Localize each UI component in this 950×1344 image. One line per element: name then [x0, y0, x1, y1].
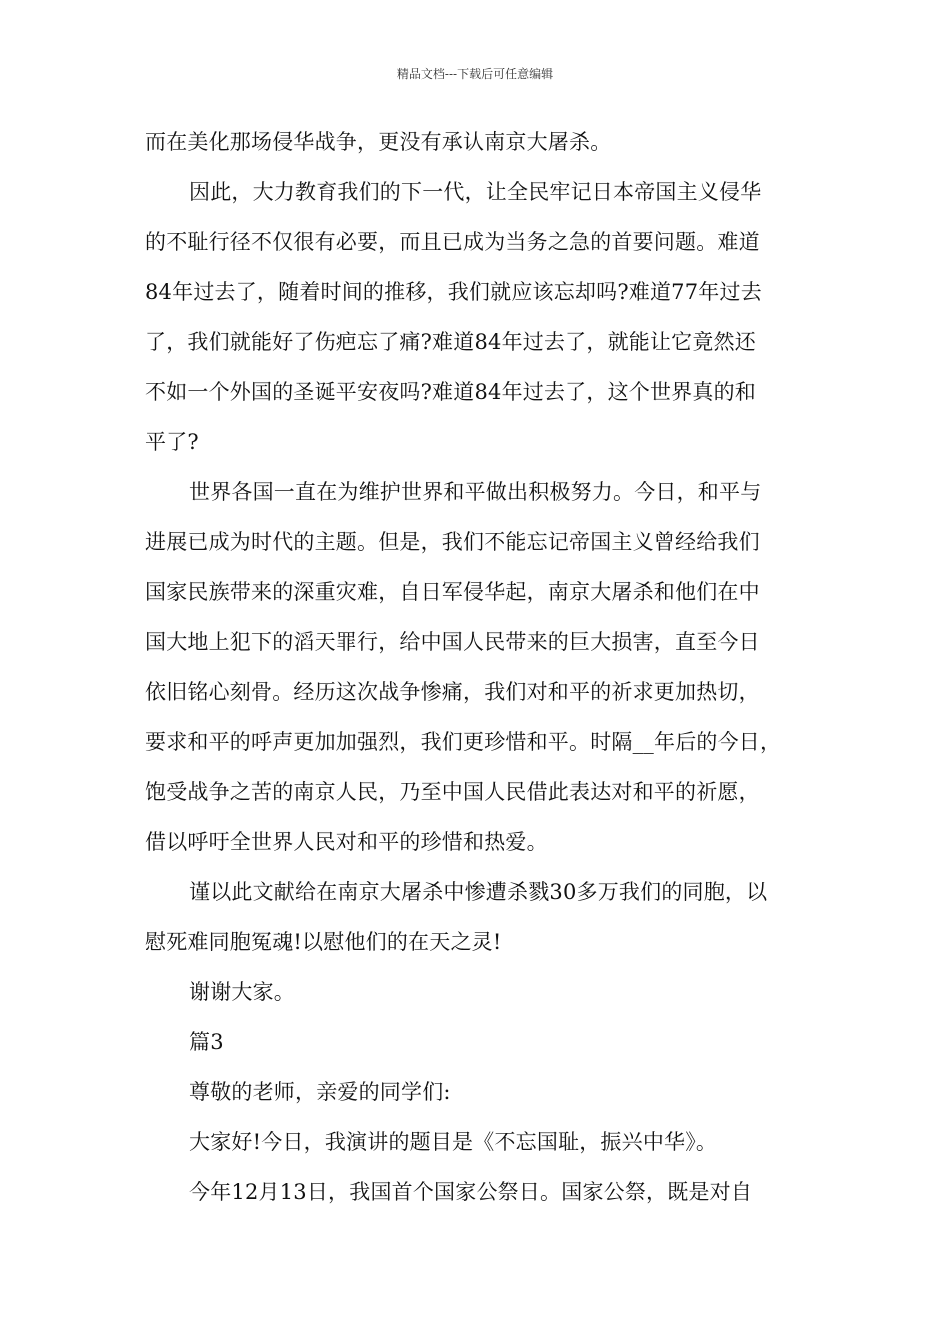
text-line: 要求和平的呼声更加加强烈，我们更珍惜和平。时隔__年后的今日， [145, 730, 782, 754]
text-line: 了，我们就能好了伤疤忘了痛?难道84年过去了，就能让它竟然还 [145, 330, 756, 354]
text-line: 尊敬的老师，亲爱的同学们: [189, 1080, 451, 1104]
text-line: 依旧铭心刻骨。经历这次战争惨痛，我们对和平的祈求更加热切， [145, 680, 760, 704]
text-line: 今年12月13日，我国首个国家公祭日。国家公祭，既是对自 [189, 1180, 753, 1204]
text-line: 大家好!今日，我演讲的题目是《不忘国耻，振兴中华》。 [189, 1130, 718, 1154]
text-line: 进展已成为时代的主题。但是，我们不能忘记帝国主义曾经给我们 [145, 530, 760, 554]
text-line: 的不耻行径不仅很有必要，而且已成为当务之急的首要问题。难道 [145, 230, 760, 254]
text-line: 谢谢大家。 [189, 980, 295, 1004]
text-line: 平了? [145, 430, 199, 454]
text-line: 篇3 [189, 1030, 224, 1054]
text-line: 而在美化那场侵华战争，更没有承认南京大屠杀。 [145, 130, 612, 154]
text-line: 国家民族带来的深重灾难，自日军侵华起，南京大屠杀和他们在中 [145, 580, 760, 604]
text-line: 世界各国一直在为维护世界和平做出积极努力。今日，和平与 [189, 480, 762, 504]
document-body [145, 128, 815, 1228]
text-line: 谨以此文献给在南京大屠杀中惨遭杀戮30多万我们的同胞，以 [189, 880, 768, 904]
text-line: 国大地上犯下的滔天罪行，给中国人民带来的巨大损害，直至今日 [145, 630, 760, 654]
page-header: 精品文档---下载后可任意编辑 [396, 67, 554, 81]
text-line: 借以呼吁全世界人民对和平的珍惜和热爱。 [145, 830, 548, 854]
text-line: 饱受战争之苦的南京人民，乃至中国人民借此表达对和平的祈愿， [145, 780, 760, 804]
text-line: 慰死难同胞冤魂!以慰他们的在天之灵! [145, 930, 502, 954]
text-line: 因此，大力教育我们的下一代，让全民牢记日本帝国主义侵华 [189, 180, 762, 204]
text-line: 84年过去了，随着时间的推移，我们就应该忘却吗?难道77年过去 [145, 280, 762, 304]
text-line: 不如一个外国的圣诞平安夜吗?难道84年过去了，这个世界真的和 [145, 380, 756, 404]
